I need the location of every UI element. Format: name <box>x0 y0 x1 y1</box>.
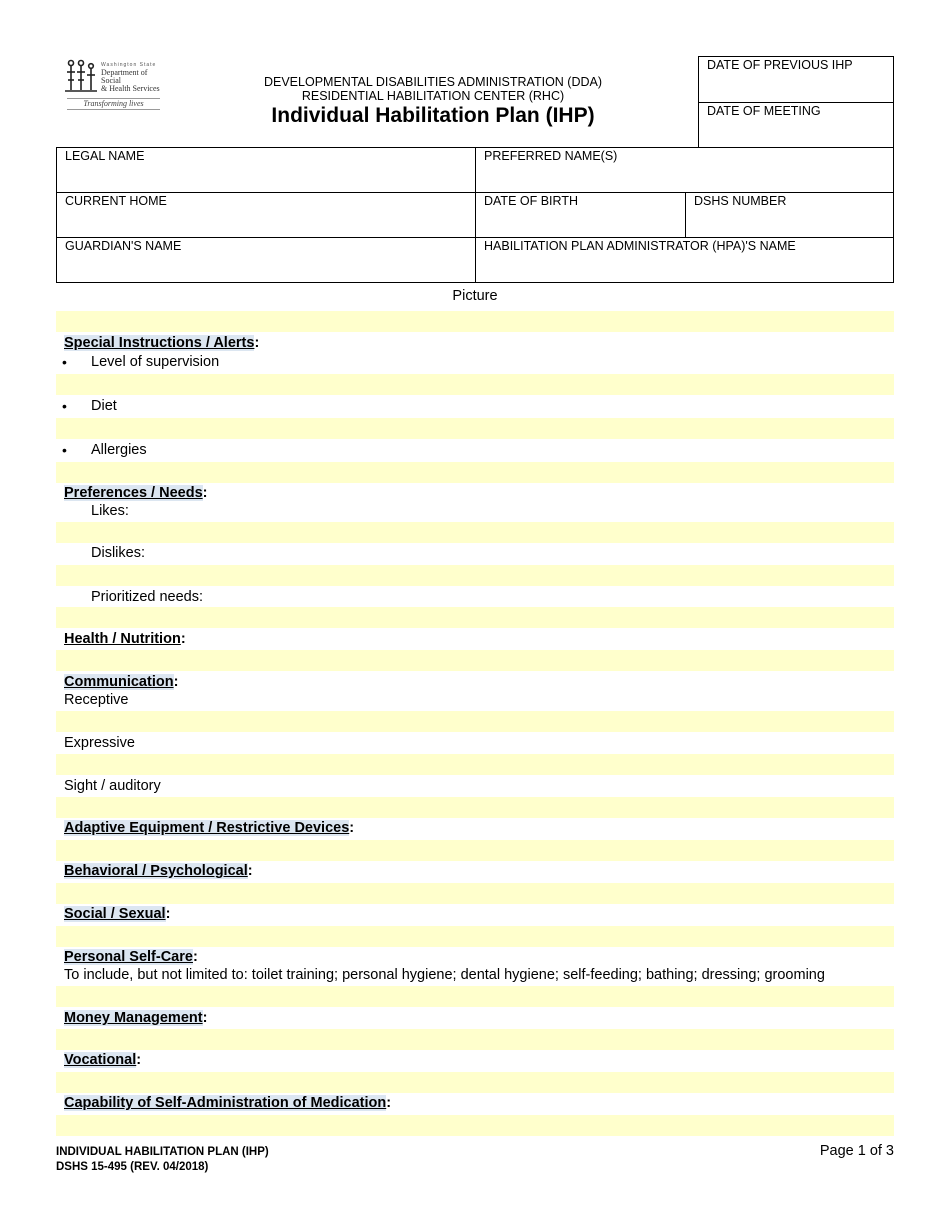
header-center: RESIDENTIAL HABILITATION CENTER (RHC) <box>301 89 565 103</box>
date-meeting-field[interactable] <box>698 102 894 148</box>
date-previous-ihp-field[interactable] <box>698 56 894 103</box>
current-home-field[interactable] <box>56 192 476 238</box>
page-title: Individual Habilitation Plan (IHP) <box>271 104 595 127</box>
prioritized-needs-field[interactable] <box>56 607 894 628</box>
picture-field[interactable] <box>56 311 894 332</box>
dislikes-label: Dislikes: <box>91 545 145 561</box>
guardian-name-field[interactable] <box>56 237 476 283</box>
expressive-field[interactable] <box>56 754 894 775</box>
hpa-name-field[interactable] <box>475 237 894 283</box>
receptive-field[interactable] <box>56 711 894 732</box>
social-sexual-heading: Social / Sexual: <box>64 906 171 922</box>
dshs-number-label: DSHS NUMBER <box>694 194 787 208</box>
personal-self-care-field[interactable] <box>56 986 894 1007</box>
prioritized-needs-label: Prioritized needs: <box>91 589 204 605</box>
receptive-label: Receptive <box>64 692 129 708</box>
dshs-figures-icon <box>64 58 98 94</box>
diet-field[interactable] <box>56 418 894 439</box>
diet-label: Diet <box>91 398 117 414</box>
dshs-logo <box>64 58 162 112</box>
preferred-name-label: PREFERRED NAME(S) <box>484 149 618 163</box>
adaptive-equipment-heading: Adaptive Equipment / Restrictive Devices: <box>64 820 355 836</box>
current-home-label: CURRENT HOME <box>65 194 167 208</box>
special-instructions-heading: Special Instructions / Alerts: <box>64 335 260 351</box>
bullet-icon: • <box>62 442 67 458</box>
medication-field[interactable] <box>56 1115 894 1136</box>
likes-field[interactable] <box>56 522 894 543</box>
communication-heading: Communication: <box>64 674 179 690</box>
social-sexual-field[interactable] <box>56 926 894 947</box>
bullet-icon: • <box>62 354 67 370</box>
guardian-name-label: GUARDIAN'S NAME <box>65 239 182 253</box>
vocational-field[interactable] <box>56 1072 894 1093</box>
date-meeting-label: DATE OF MEETING <box>707 104 821 118</box>
picture-label: Picture <box>452 288 498 304</box>
date-of-birth-field[interactable] <box>475 192 686 238</box>
preferred-name-field[interactable] <box>475 147 894 193</box>
behavioral-psychological-field[interactable] <box>56 883 894 904</box>
logo-state: Washington State <box>101 62 157 68</box>
money-management-field[interactable] <box>56 1029 894 1050</box>
self-care-description: To include, but not limited to: toilet training; personal hygiene; dental hygiene; self-feeding; bathing; dressing; grooming <box>64 967 825 983</box>
level-of-supervision-field[interactable] <box>56 374 894 395</box>
legal-name-label: LEGAL NAME <box>65 149 145 163</box>
likes-label: Likes: <box>91 503 129 519</box>
sight-auditory-field[interactable] <box>56 797 894 818</box>
legal-name-field[interactable] <box>56 147 476 193</box>
adaptive-equipment-field[interactable] <box>56 840 894 861</box>
logo-dept: Department of Social & Health Services <box>101 68 160 93</box>
footer-form-name: INDIVIDUAL HABILITATION PLAN (IHP) <box>56 1146 269 1158</box>
sight-auditory-label: Sight / auditory <box>64 778 161 794</box>
allergies-field[interactable] <box>56 462 894 483</box>
money-management-heading: Money Management: <box>64 1010 208 1026</box>
bullet-icon: • <box>62 398 67 414</box>
date-previous-ihp-label: DATE OF PREVIOUS IHP <box>707 58 853 72</box>
dshs-number-field[interactable] <box>685 192 894 238</box>
header-org: DEVELOPMENTAL DISABILITIES ADMINISTRATION (DDA) <box>263 75 603 89</box>
health-nutrition-field[interactable] <box>56 650 894 671</box>
level-of-supervision-label: Level of supervision <box>91 354 220 370</box>
preferences-needs-heading: Preferences / Needs: <box>64 485 208 501</box>
footer-form-number: DSHS 15-495 (REV. 04/2018) <box>56 1161 209 1173</box>
medication-heading: Capability of Self-Administration of Medication: <box>64 1095 392 1111</box>
page-number: Page 1 of 3 <box>819 1143 894 1159</box>
date-of-birth-label: DATE OF BIRTH <box>484 194 578 208</box>
personal-self-care-heading: Personal Self-Care: <box>64 949 198 965</box>
hpa-name-label: HABILITATION PLAN ADMINISTRATOR (HPA)'S NAME <box>484 239 796 253</box>
behavioral-psychological-heading: Behavioral / Psychological: <box>64 863 253 879</box>
vocational-heading: Vocational: <box>64 1052 142 1068</box>
allergies-label: Allergies <box>91 442 147 458</box>
dislikes-field[interactable] <box>56 565 894 586</box>
health-nutrition-heading: Health / Nutrition: <box>64 631 186 647</box>
logo-tagline: Transforming lives <box>67 98 160 110</box>
expressive-label: Expressive <box>64 735 135 751</box>
